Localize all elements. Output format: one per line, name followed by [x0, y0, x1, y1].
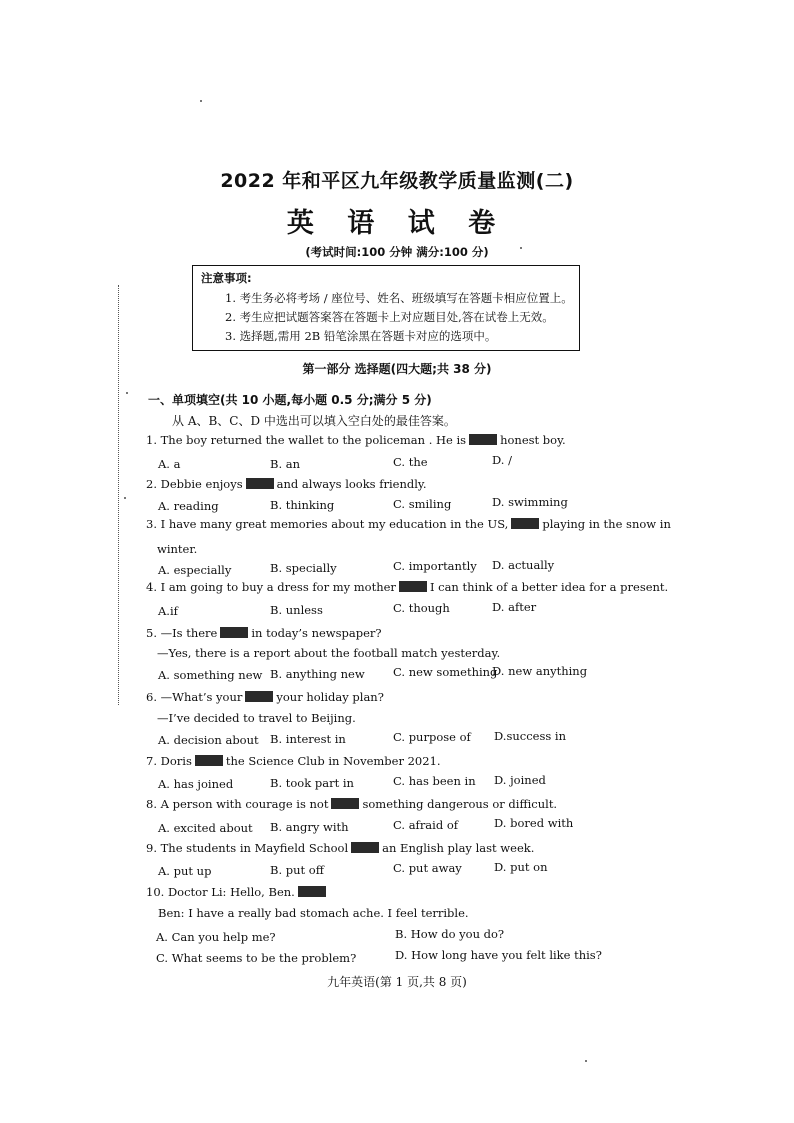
option-b: B. an — [270, 457, 301, 471]
option-c: C. afraid of — [393, 818, 459, 832]
option-d: D. swimming — [492, 495, 568, 509]
option-c: C. new something — [393, 665, 498, 679]
option-b: B. put off — [270, 863, 324, 877]
exam-title: 2022 年和平区九年级教学质量监测(二) — [220, 170, 574, 192]
option-a: A. excited about — [158, 821, 253, 835]
option-d: D. actually — [492, 558, 555, 572]
answer-blank — [469, 434, 497, 445]
question-text: 6. —What’s your — [146, 690, 243, 704]
option-b: B. unless — [270, 603, 323, 617]
question-text: playing in the snow in — [542, 517, 671, 531]
option-b: B. How do you do? — [395, 927, 505, 941]
option-a: A. a — [158, 457, 181, 471]
question-text: and always looks friendly. — [276, 477, 427, 491]
option-a: A. Can you help me? — [156, 930, 276, 944]
question-3-continuation: winter. — [157, 542, 198, 556]
notice-item: 1. 考生务必将考场 / 座位号、姓名、班级填写在答题卡相应位置上。 — [225, 291, 573, 305]
answer-blank — [195, 755, 223, 766]
question-text: 9. The students in Mayfield School — [146, 841, 349, 855]
option-a: A. something new — [158, 668, 263, 682]
question-text: an English play last week. — [382, 841, 535, 855]
question-text: 3. I have many great memories about my education in the US, — [146, 517, 509, 531]
answer-blank — [220, 627, 248, 638]
question-text: 10. Doctor Li: Hello, Ben. — [146, 885, 295, 899]
question-8 — [146, 797, 557, 811]
option-b: B. thinking — [270, 498, 335, 512]
section-instruction: 从 A、B、C、D 中选出可以填入空白处的最佳答案。 — [172, 414, 456, 428]
scan-speck — [520, 247, 522, 249]
answer-blank — [246, 478, 274, 489]
question-text: I can think of a better idea for a present. — [429, 580, 669, 594]
option-d: D. after — [492, 600, 537, 614]
question-6 — [146, 690, 384, 704]
question-4 — [146, 580, 668, 594]
part-heading: 第一部分 选择题(四大题;共 38 分) — [302, 362, 492, 376]
section-heading: 一、单项填空(共 10 小题,每小题 0.5 分;满分 5 分) — [148, 393, 432, 407]
option-b: B. interest in — [270, 732, 346, 746]
option-c: C. importantly — [393, 559, 477, 573]
option-b: B. angry with — [270, 820, 349, 834]
answer-blank — [298, 886, 326, 897]
answer-blank — [399, 581, 427, 592]
page-footer: 九年英语(第 1 页,共 8 页) — [327, 975, 467, 989]
exam-time-and-score: (考试时间:100 分钟 满分:100 分) — [305, 245, 489, 259]
question-text: something dangerous or difficult. — [362, 797, 558, 811]
answer-blank — [511, 518, 539, 529]
option-d: D. put on — [494, 860, 548, 874]
option-a: A. decision about — [158, 733, 259, 747]
question-text: 2. Debbie enjoys — [146, 477, 243, 491]
question-text: your holiday plan? — [276, 690, 384, 704]
notice-item: 3. 选择题,需用 2B 铅笔涂黑在答题卡对应的选项中。 — [225, 329, 497, 343]
option-a: A. especially — [158, 563, 232, 577]
answer-blank — [331, 798, 359, 809]
question-9 — [146, 841, 534, 855]
question-text: in today’s newspaper? — [251, 626, 382, 640]
question-text: 1. The boy returned the wallet to the policeman . He is — [146, 433, 467, 447]
notice-title: 注意事项: — [201, 271, 252, 285]
question-text: 8. A person with courage is not — [146, 797, 329, 811]
scan-speck — [585, 1060, 587, 1062]
option-c: C. though — [393, 601, 450, 615]
question-10 — [146, 885, 329, 899]
option-d: D. / — [492, 453, 512, 467]
question-5 — [146, 626, 382, 640]
question-text: 5. —Is there — [146, 626, 218, 640]
option-c: C. smiling — [393, 497, 452, 511]
option-b: B. took part in — [270, 776, 354, 790]
option-c: C. put away — [393, 861, 462, 875]
option-c: C. What seems to be the problem? — [156, 951, 357, 965]
notice-item: 2. 考生应把试题答案答在答题卡上对应题目处,答在试卷上无效。 — [225, 310, 554, 324]
question-text: 4. I am going to buy a dress for my mother — [146, 580, 396, 594]
question-text: 7. Doris — [146, 754, 192, 768]
answer-blank — [245, 691, 273, 702]
exam-subject: 英 语 试 卷 — [286, 208, 508, 239]
option-c: C. purpose of — [393, 730, 471, 744]
option-c: C. has been in — [393, 774, 476, 788]
option-a: A. reading — [158, 499, 219, 513]
question-5-continuation: —Yes, there is a report about the football match yesterday. — [157, 646, 501, 660]
question-2 — [146, 477, 427, 491]
question-10-continuation: Ben: I have a really bad stomach ache. I feel terrible. — [158, 906, 469, 920]
scan-speck — [124, 497, 126, 499]
question-text: honest boy. — [500, 433, 566, 447]
option-c: C. the — [393, 455, 428, 469]
question-6-continuation: —I’ve decided to travel to Beijing. — [157, 711, 356, 725]
option-d: D. new anything — [492, 664, 588, 678]
option-d: D. joined — [494, 773, 546, 787]
scan-speck — [200, 100, 202, 102]
option-a: A. has joined — [158, 777, 234, 791]
notice-box — [192, 265, 580, 351]
question-7 — [146, 754, 441, 768]
option-a: A.if — [158, 604, 178, 618]
question-3 — [146, 517, 671, 531]
question-1 — [146, 433, 566, 447]
question-text: the Science Club in November 2021. — [225, 754, 441, 768]
binding-margin-dots — [118, 285, 121, 705]
option-b: B. specially — [270, 561, 337, 575]
option-b: B. anything new — [270, 667, 365, 681]
option-d: D. How long have you felt like this? — [395, 948, 602, 962]
option-d: D.success in — [494, 729, 567, 743]
answer-blank — [351, 842, 379, 853]
option-d: D. bored with — [494, 816, 574, 830]
option-a: A. put up — [158, 864, 212, 878]
scan-speck — [126, 392, 128, 394]
